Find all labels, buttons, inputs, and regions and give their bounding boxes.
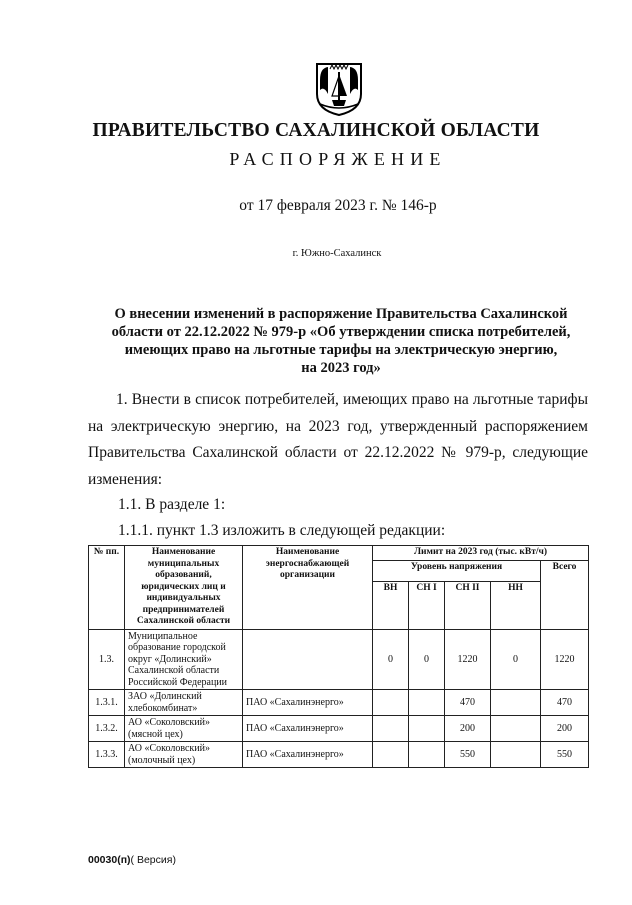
cell-nn: 0 (491, 629, 541, 690)
header-sn2: СН II (445, 581, 491, 629)
cell-num: 1.3. (89, 629, 125, 690)
cell-supplier: ПАО «Сахалинэнерго» (243, 742, 373, 768)
paragraph-1-1-1: 1.1.1. пункт 1.3 изложить в следующей редакции: (118, 522, 446, 539)
cell-name: Муниципальное образование городской округ «Долинский» Сахалинской области Российской Федерации (125, 629, 243, 690)
cell-sn1 (409, 742, 445, 768)
cell-supplier: ПАО «Сахалинэнерго» (243, 716, 373, 742)
document-city: г. Южно-Сахалинск (292, 248, 382, 259)
cell-sn2: 550 (445, 742, 491, 768)
document-date-number: от 17 февраля 2023 г. № 146-р (239, 197, 437, 214)
cell-name: АО «Соколовский» (молочный цех) (125, 742, 243, 768)
cell-name: ЗАО «Долинский хлебокомбинат» (125, 690, 243, 716)
cell-vn (373, 742, 409, 768)
cell-sn2: 470 (445, 690, 491, 716)
header-voltage: Уровень напряжения (373, 560, 541, 581)
header-nn: НН (491, 581, 541, 629)
cell-supplier (243, 629, 373, 690)
cell-num: 1.3.3. (89, 742, 125, 768)
header-total: Всего (541, 560, 589, 629)
header-limit: Лимит на 2023 год (тыс. кВт/ч) (373, 546, 589, 561)
cell-sn2: 200 (445, 716, 491, 742)
cell-sn1: 0 (409, 629, 445, 690)
paragraph-1 (88, 387, 588, 493)
document-type: РАСПОРЯЖЕНИЕ (229, 149, 447, 169)
document-title-line: имеющих право на льготные тарифы на электрическую энергию, (124, 342, 558, 358)
cell-num: 1.3.1. (89, 690, 125, 716)
organization-name: ПРАВИТЕЛЬСТВО САХАЛИНСКОЙ ОБЛАСТИ (92, 120, 540, 141)
header-sn1: СН I (409, 581, 445, 629)
cell-sn2: 1220 (445, 629, 491, 690)
cell-nn (491, 742, 541, 768)
footer-code-number: 00030(п) (88, 854, 131, 866)
cell-total: 200 (541, 716, 589, 742)
document-title (96, 305, 586, 377)
consumer-limits-table (88, 545, 589, 768)
header-supplier: Наименование энергоснабжающей организации (243, 546, 373, 630)
table-row (89, 629, 589, 690)
header-num: № пп. (89, 546, 125, 630)
cell-total: 550 (541, 742, 589, 768)
cell-sn1 (409, 716, 445, 742)
paragraph-line: изменения: (88, 470, 163, 488)
cell-num: 1.3.2. (89, 716, 125, 742)
footer-code (88, 854, 176, 866)
footer-version: ( Версия) (130, 854, 176, 866)
cell-vn (373, 716, 409, 742)
paragraph-line: 1. Внести в список потребителей, имеющих право на льготные тарифы (116, 391, 588, 408)
header-vn: ВН (373, 581, 409, 629)
paragraph-line: Правительства Сахалинской области от 22.12.2022 № 979-р, следующие (88, 444, 588, 461)
cell-nn (491, 690, 541, 716)
table-row (89, 742, 589, 768)
cell-sn1 (409, 690, 445, 716)
table-row (89, 716, 589, 742)
header-name: Наименование муниципальных образований, юридических лиц и индивидуальных предпринимателей Сахалинской области (125, 546, 243, 630)
document-title-line: области от 22.12.2022 № 979-р «Об утверждении списка потребителей, (111, 324, 571, 340)
cell-name: АО «Соколовский» (мясной цех) (125, 716, 243, 742)
document-title-line: на 2023 год» (301, 360, 381, 376)
cell-total: 1220 (541, 629, 589, 690)
table-row (89, 690, 589, 716)
sakhalin-coat-of-arms-icon (314, 60, 364, 116)
document-title-line: О внесении изменений в распоряжение Правительства Сахалинской (114, 306, 568, 322)
cell-nn (491, 716, 541, 742)
paragraph-1-1: 1.1. В разделе 1: (118, 496, 226, 513)
cell-total: 470 (541, 690, 589, 716)
cell-vn: 0 (373, 629, 409, 690)
paragraph-line: на электрическую энергию, на 2023 год, утвержденный распоряжением (88, 417, 588, 435)
cell-supplier: ПАО «Сахалинэнерго» (243, 690, 373, 716)
cell-vn (373, 690, 409, 716)
